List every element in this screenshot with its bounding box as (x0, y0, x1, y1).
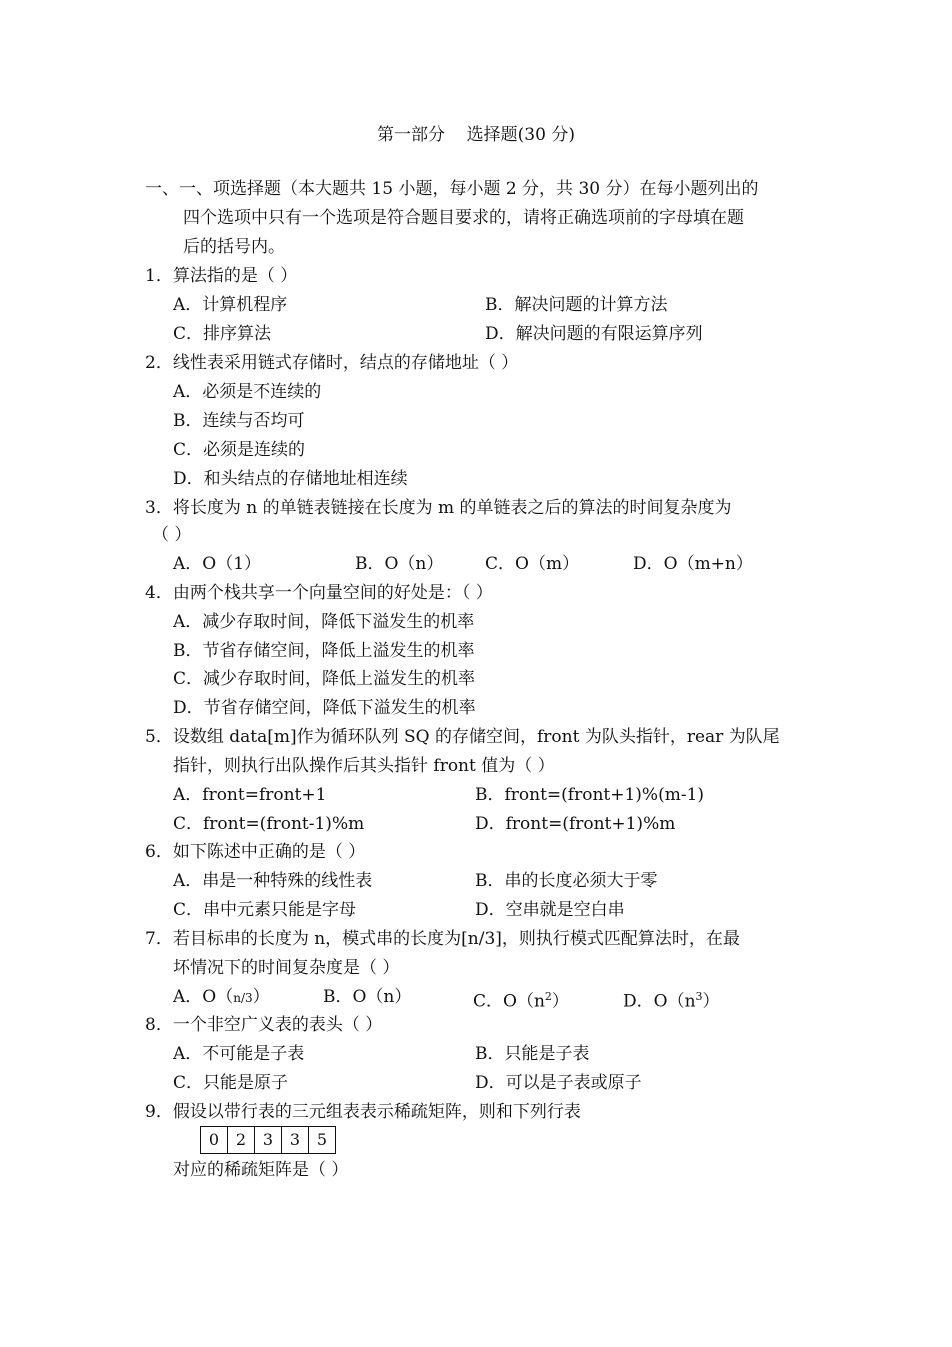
question-2-option-b: B．连续与否均可 (173, 411, 305, 431)
question-7-stem-line1: 7．若目标串的长度为 n，模式串的长度为[n/3]，则执行模式匹配算法时，在最 (145, 929, 740, 949)
row-table-cell: 5 (316, 1130, 328, 1149)
question-3-option-b: B．O（n） (355, 554, 444, 574)
question-1-stem: 1．算法指的是（ ） (145, 266, 298, 286)
question-7-option-c-close: ） (551, 991, 569, 1012)
question-7-option-d-close: ） (702, 991, 720, 1012)
question-7-stem-line2: 坏情况下的时间复杂度是（ ） (173, 958, 400, 978)
question-5-stem-line1: 5．设数组 data[m]作为循环队列 SQ 的存储空间，front 为队头指针，rear 为队尾 (145, 727, 780, 747)
question-8-option-a: A．不可能是子表 (173, 1044, 305, 1064)
question-1-option-b: B．解决问题的计算方法 (485, 295, 668, 315)
question-8-option-d: D．可以是子表或原子 (475, 1073, 642, 1093)
question-6-option-b: B．串的长度必须大于零 (475, 871, 658, 891)
question-7-option-c-exponent: 2 (544, 990, 552, 1003)
question-7-option-a-fraction: n/3 (233, 991, 253, 1005)
question-5-option-a: A．front=front+1 (173, 785, 327, 805)
question-7-option-a-close: ） (252, 987, 270, 1007)
question-2-option-a: A．必须是不连续的 (173, 382, 322, 402)
question-4-option-d: D．节省存储空间，降低下溢发生的机率 (173, 698, 476, 718)
question-7-option-d (623, 986, 720, 1013)
section-instructions-line2: 四个选项中只有一个选项是符合题目要求的，请将正确选项前的字母填在题 (183, 208, 744, 228)
question-9-tail: 对应的稀疏矩阵是（ ） (173, 1160, 349, 1180)
question-3-option-a: A．O（1） (173, 554, 262, 574)
question-6-stem: 6．如下陈述中正确的是（ ） (145, 842, 366, 862)
question-8-option-c: C．只能是原子 (173, 1073, 289, 1093)
question-2-stem: 2．线性表采用链式存储时，结点的存储地址（ ） (145, 353, 519, 373)
question-6-option-c: C．串中元素只能是字母 (173, 900, 357, 920)
question-7-option-a (173, 986, 270, 1009)
question-6-option-d: D．空串就是空白串 (475, 900, 625, 920)
question-4-stem: 4．由两个栈共享一个向量空间的好处是：（ ） (145, 583, 493, 603)
question-5-stem-line2: 指针，则执行出队操作后其头指针 front 值为（ ） (173, 756, 555, 776)
row-table-cell: 3 (282, 1127, 309, 1153)
row-table-cell: 2 (228, 1127, 255, 1153)
question-4-option-b: B．节省存储空间，降低上溢发生的机率 (173, 641, 475, 661)
question-5-option-b: B．front=(front+1)%(m-1) (475, 785, 705, 805)
page-title: 第一部分 选择题(30 分) (377, 125, 575, 145)
question-5-option-c: C．front=(front-1)%m (173, 814, 365, 834)
question-8-stem: 8．一个非空广义表的表头（ ） (145, 1015, 383, 1035)
question-7-option-c (473, 986, 569, 1013)
section-instructions-line1: 一、一、项选择题（本大题共 15 小题，每小题 2 分，共 30 分）在每小题列出的 (145, 179, 759, 199)
question-7-option-d-base: D．O（n (623, 991, 696, 1012)
question-7-option-a-prefix: A．O（ (173, 987, 234, 1007)
question-9-stem: 9．假设以带行表的三元组表表示稀疏矩阵，则和下列行表 (145, 1102, 581, 1122)
question-2-option-c: C．必须是连续的 (173, 440, 306, 460)
question-1-option-d: D．解决问题的有限运算序列 (485, 324, 703, 344)
question-2-option-d: D．和头结点的存储地址相连续 (173, 469, 408, 489)
question-5-option-d: D．front=(front+1)%m (475, 814, 676, 834)
question-7-option-c-base: C．O（n (473, 991, 545, 1012)
question-4-option-c: C．减少存取时间，降低上溢发生的机率 (173, 669, 476, 689)
question-3-stem-line2: （ ） (152, 525, 192, 545)
question-8-option-b: B．只能是子表 (475, 1044, 590, 1064)
question-1-option-c: C．排序算法 (173, 324, 272, 344)
row-table-cell: 0 (201, 1127, 228, 1153)
question-3-option-d: D．O（m+n） (633, 554, 753, 574)
question-3-option-c: C．O（m） (485, 554, 580, 574)
question-7-option-d-exponent: 3 (695, 990, 703, 1003)
row-table (200, 1126, 336, 1154)
section-instructions-line3: 后的括号内。 (183, 237, 285, 257)
question-4-option-a: A．减少存取时间，降低下溢发生的机率 (173, 612, 475, 632)
question-6-option-a: A．串是一种特殊的线性表 (173, 871, 373, 891)
question-7-option-b: B．O（n） (323, 987, 412, 1007)
row-table-cell: 3 (255, 1127, 282, 1153)
question-3-stem-line1: 3．将长度为 n 的单链表链接在长度为 m 的单链表之后的算法的时间复杂度为 (145, 498, 732, 518)
question-1-option-a: A．计算机程序 (173, 295, 288, 315)
